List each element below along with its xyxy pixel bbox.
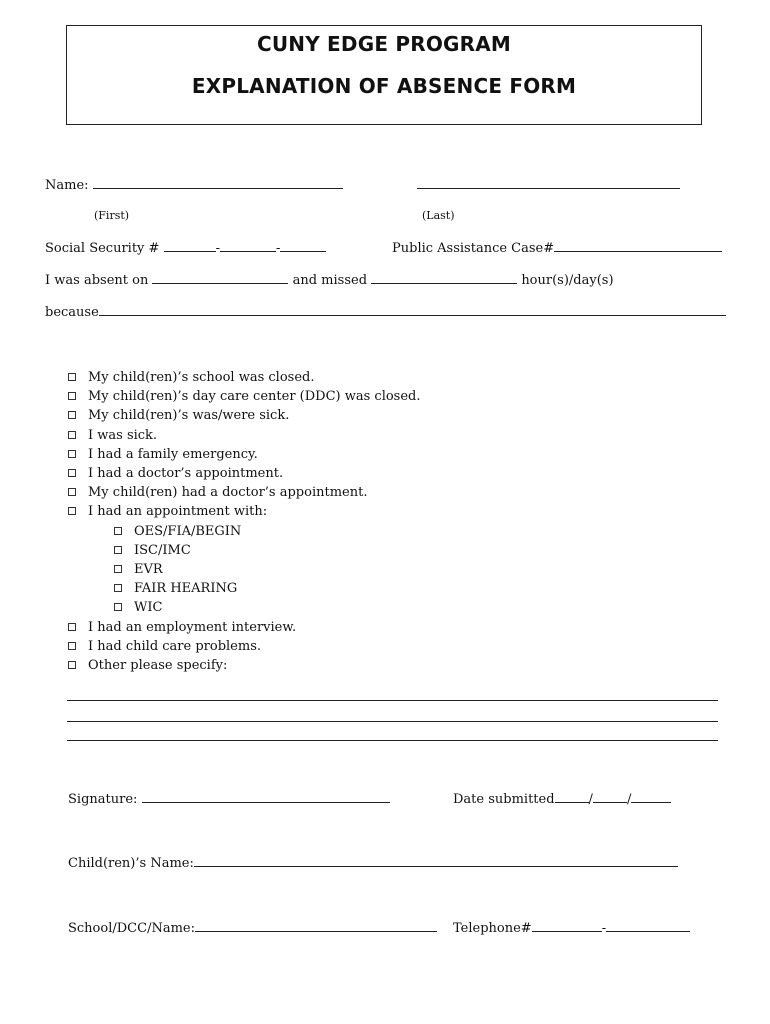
checklist-item[interactable] <box>68 387 421 406</box>
ssn-part-3[interactable] <box>280 240 326 252</box>
checkbox[interactable] <box>68 469 76 477</box>
checkbox[interactable] <box>68 488 76 496</box>
sub-checklist-item[interactable] <box>114 522 421 541</box>
because-row <box>45 304 726 320</box>
case-row <box>392 240 722 256</box>
checklist-label: My child(ren)’s was/were sick. <box>88 408 290 424</box>
sub-checklist-label: ISC/IMC <box>134 542 191 558</box>
signature-field[interactable] <box>142 791 390 803</box>
checklist-item[interactable] <box>68 445 421 464</box>
phone-area-field[interactable] <box>532 920 602 932</box>
because-label: because <box>45 305 99 320</box>
checkbox[interactable] <box>114 565 122 573</box>
checklist-item[interactable] <box>68 406 421 425</box>
absence-row <box>45 272 614 288</box>
absent-date-field[interactable] <box>152 272 288 284</box>
school-label: School/DCC/Name: <box>68 921 195 936</box>
checklist-item[interactable] <box>68 426 421 445</box>
phone-dash: - <box>601 921 607 936</box>
checklist-label: I was sick. <box>88 427 158 443</box>
checkbox[interactable] <box>114 527 122 535</box>
sub-checklist-label: WIC <box>134 600 163 616</box>
children-name-field[interactable] <box>194 855 678 867</box>
date-year-field[interactable] <box>631 791 671 803</box>
other-specify-line[interactable] <box>67 721 718 722</box>
checklist-label: I had a family emergency. <box>88 446 258 462</box>
hours-label: hour(s)/day(s) <box>521 273 614 288</box>
checklist-label: Other please specify: <box>88 658 228 674</box>
checklist-item[interactable] <box>68 483 421 502</box>
first-name-field[interactable] <box>93 177 343 189</box>
ssn-label: Social Security # <box>45 241 160 256</box>
sub-checklist-label: OES/FIA/BEGIN <box>134 523 242 539</box>
ssn-dash-1: - <box>215 241 220 256</box>
absent-label: I was absent on <box>45 273 149 288</box>
appointment-sublist <box>68 522 421 618</box>
missed-label: and missed <box>292 273 368 288</box>
checklist-label: My child(ren)’s school was closed. <box>88 370 315 385</box>
because-field[interactable] <box>99 304 726 316</box>
case-number-field[interactable] <box>554 240 722 252</box>
phone-number-field[interactable] <box>606 920 690 932</box>
name-label: Name: <box>45 178 89 193</box>
checkbox[interactable] <box>68 642 76 650</box>
checkbox[interactable] <box>68 373 76 381</box>
ssn-row <box>45 240 326 256</box>
signature-label: Signature: <box>68 792 138 807</box>
checklist-item[interactable] <box>68 464 421 483</box>
sub-checklist-label: EVR <box>134 562 163 578</box>
school-row <box>68 920 437 936</box>
checkbox[interactable] <box>68 450 76 458</box>
checklist-item[interactable] <box>68 618 421 637</box>
checklist-item[interactable] <box>68 637 421 656</box>
date-sep-1: / <box>588 792 593 807</box>
telephone-label: Telephone# <box>453 921 532 936</box>
last-name-field[interactable] <box>417 177 680 189</box>
checkbox[interactable] <box>68 431 76 439</box>
telephone-row <box>453 920 690 936</box>
form-title: EXPLANATION OF ABSENCE FORM <box>191 74 577 98</box>
checkbox[interactable] <box>114 584 122 592</box>
checkbox[interactable] <box>114 546 122 554</box>
last-caption: (Last) <box>422 209 455 222</box>
checklist-label: I had a doctor’s appointment. <box>88 466 284 482</box>
program-title: CUNY EDGE PROGRAM <box>256 32 512 56</box>
form-title-box <box>66 25 702 125</box>
ssn-part-1[interactable] <box>164 240 216 252</box>
checklist-item[interactable] <box>68 656 421 675</box>
sub-checklist-item[interactable] <box>114 598 421 617</box>
name-row <box>45 177 343 193</box>
reason-checklist <box>68 368 421 675</box>
checklist-label: My child(ren)’s day care center (DDC) was closed. <box>88 389 421 405</box>
date-month-field[interactable] <box>555 791 589 803</box>
children-name-label: Child(ren)’s Name: <box>68 856 194 871</box>
checkbox[interactable] <box>68 411 76 419</box>
ssn-part-2[interactable] <box>220 240 276 252</box>
signature-row <box>68 791 390 807</box>
ssn-dash-2: - <box>275 241 281 256</box>
sub-checklist-item[interactable] <box>114 560 421 579</box>
sub-checklist-label: FAIR HEARING <box>134 581 238 597</box>
checkbox[interactable] <box>68 392 76 400</box>
checkbox[interactable] <box>114 603 122 611</box>
case-label: Public Assistance Case# <box>392 241 555 256</box>
checklist-label: My child(ren) had a doctor’s appointment. <box>88 485 368 501</box>
checkbox[interactable] <box>68 661 76 669</box>
first-caption: (First) <box>94 209 130 222</box>
sub-checklist-item[interactable] <box>114 541 421 560</box>
sub-checklist-item[interactable] <box>114 579 421 598</box>
checklist-item[interactable] <box>68 502 421 521</box>
date-label: Date submitted <box>453 792 555 807</box>
last-name-row <box>417 177 680 193</box>
date-day-field[interactable] <box>593 791 627 803</box>
checklist-label: I had an employment interview. <box>88 619 297 635</box>
children-name-row <box>68 855 678 871</box>
other-specify-line[interactable] <box>67 740 718 741</box>
date-sep-2: / <box>626 792 632 807</box>
checklist-label: I had child care problems. <box>88 638 262 654</box>
school-name-field[interactable] <box>195 920 437 932</box>
checklist-label: I had an appointment with: <box>88 504 268 520</box>
checkbox[interactable] <box>68 623 76 631</box>
date-row <box>453 791 671 807</box>
other-specify-line[interactable] <box>67 700 718 701</box>
checkbox[interactable] <box>68 507 76 515</box>
missed-amount-field[interactable] <box>371 272 517 284</box>
checklist-item[interactable] <box>68 368 421 387</box>
